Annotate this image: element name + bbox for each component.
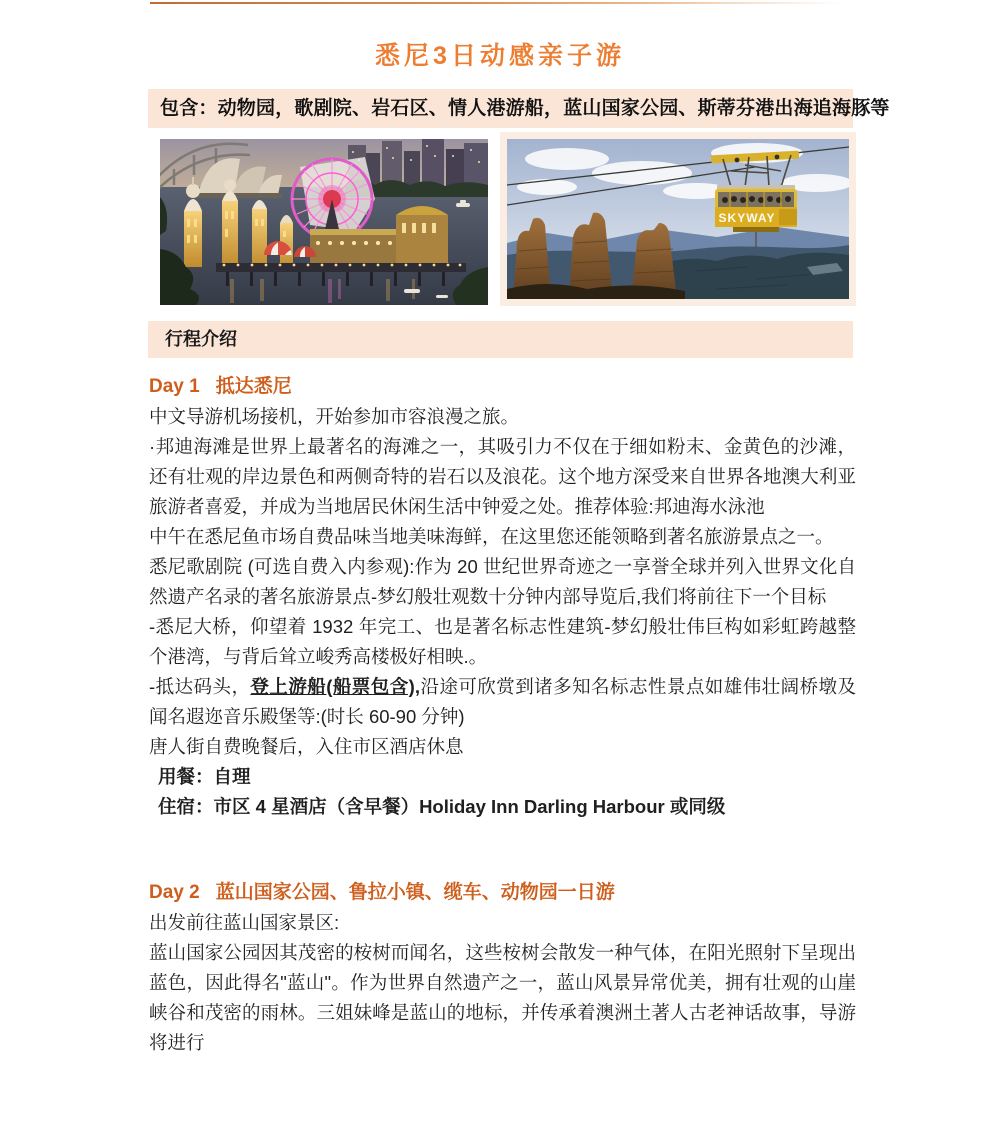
- day1-meals: 用餐：自理: [158, 766, 251, 787]
- section-header-itinerary: 行程介绍: [148, 321, 853, 358]
- day1-paragraph-operahouse: 悉尼歌剧院 (可选自费入内参观):作为 20 世纪世界奇迹之一享誉全球并列入世界文化自然遗产名录的著名旅游景点-梦幻般壮观数十分钟内部导览后,我们将前往下一个目标: [149, 556, 856, 607]
- page-title: 悉尼3日动感亲子游: [375, 42, 625, 70]
- three-sisters-rocks: [507, 213, 685, 299]
- day2-paragraph-depart: 出发前往蓝山国家景区:: [149, 912, 340, 933]
- skyway-photo-frame: [500, 132, 856, 306]
- top-divider-line: [150, 2, 856, 4]
- day2-title: 蓝山国家公园、鲁拉小镇、缆车、动物园一日游: [215, 882, 615, 903]
- day1-label: Day 1: [149, 376, 200, 397]
- cruise-ticket-included: 登上游船(船票包含),: [250, 676, 420, 697]
- includes-banner: 包含：动物园，歌剧院、岩石区、情人港游船，蓝山国家公园、斯蒂芬港出海追海豚等: [148, 89, 853, 128]
- day1-paragraph-cruise: [149, 672, 856, 732]
- day2-paragraph-bluemountains: 蓝山国家公园因其茂密的桉树而闻名，这些桉树会散发一种气体，在阳光照射下呈现出蓝色，因此得名"蓝山"。作为世界自然遗产之一，蓝山风景异常优美，拥有壮观的山崖峡谷和茂密的雨林。三姐妹峰是蓝山的地标，并传承着澳洲土著人古老神话故事，导游将进行: [149, 942, 856, 1053]
- cruise-prefix: -抵达码头，: [149, 676, 251, 697]
- day1-paragraph-bondi: ·邦迪海滩是世界上最著名的海滩之一，其吸引力不仅在于细如粉末、金黄色的沙滩，还有壮观的岸边景色和两侧奇特的岩石以及浪花。这个地方深受来自世界各地澳大利亚旅游者喜爱，并成为当地居民休闲生活中钟爱之处。推荐体验:邦迪海水泳池: [149, 436, 856, 517]
- day1-paragraph-chinatown: 唐人街自费晚餐后，入住市区酒店休息: [149, 736, 464, 757]
- skyway-photo: [507, 139, 849, 299]
- day1-paragraph-bridge: -悉尼大桥，仰望着 1932 年完工、也是著名标志性建筑-梦幻般壮伟巨构如彩虹跨越整个港湾，与背后耸立峻秀高楼极好相映.。: [149, 616, 856, 667]
- day1-paragraph-fishmarket: 中午在悉尼鱼市场自费品味当地美味海鲜，在这里您还能领略到著名旅游景点之一。: [149, 526, 834, 547]
- day1-heading: [149, 372, 856, 402]
- day1-paragraph-transfer: 中文导游机场接机，开始参加市容浪漫之旅。: [149, 406, 520, 427]
- day2-heading: [149, 878, 856, 908]
- day2-label: Day 2: [149, 882, 200, 903]
- cruise-suffix: 沿途可欣赏到诸多知名标志性景点如雄伟壮阔桥墩及闻名遐迩音乐殿堡等:(时长 60-90 分钟): [149, 676, 856, 727]
- itinerary-content: [149, 372, 856, 1058]
- skyway-label: SKYWAY: [718, 211, 776, 225]
- luna-park-photo: [160, 139, 488, 305]
- day1-title: 抵达悉尼: [215, 376, 292, 397]
- day1-hotel: 住宿：市区 4 星酒店（含早餐）Holiday Inn Darling Harbour 或同级: [158, 796, 726, 817]
- photo-row: [160, 132, 1000, 306]
